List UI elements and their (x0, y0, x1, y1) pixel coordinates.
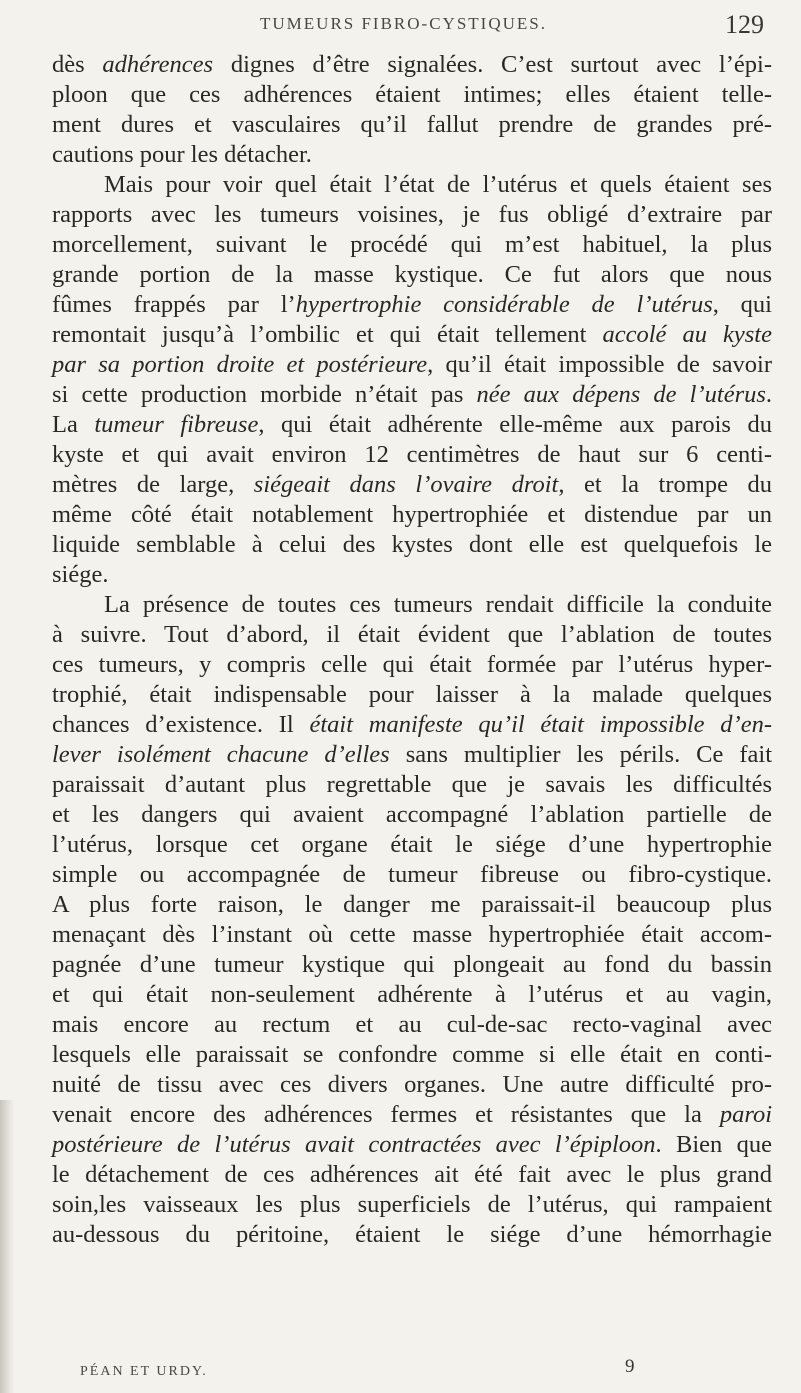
text-run: siége. (52, 561, 109, 588)
text-run: A plus forte raison, le danger me paraissait-il beaucoup plus (52, 891, 772, 918)
text-run: paraissait d’autant plus regrettable que je savais les difficultés (52, 771, 772, 798)
text-run: soin,les vaisseaux les plus superficiels de l’utérus, qui rampaient (52, 1191, 772, 1218)
text-line (52, 470, 772, 500)
text-run: dignes d’être signalées. C’est surtout avec l’épi- (213, 51, 772, 78)
text-run: , et la trompe du (558, 471, 773, 498)
text-run: cautions pour les détacher. (52, 141, 312, 168)
text-run: au-dessous du péritoine, étaient le siége d’une hémorrhagie (52, 1221, 772, 1248)
text-line (52, 50, 772, 80)
text-run: si cette production morbide n’était pas (52, 381, 477, 408)
text-run: kyste et qui avait environ 12 centimètres de haut sur 6 centi- (52, 441, 772, 468)
text-line (52, 860, 772, 890)
text-run: Mais pour voir quel était l’état de l’utérus et quels étaient ses (104, 171, 772, 198)
text-run: , qui (712, 291, 772, 318)
text-run: fûmes frappés par l’ (52, 291, 296, 318)
text-line (52, 890, 772, 920)
text-run: , qu’il était impossible de savoir (427, 351, 772, 378)
text-run: lesquels elle paraissait se confondre comme si elle était en conti- (52, 1041, 772, 1068)
text-line (52, 1100, 772, 1130)
text-run: , qui était adhérente elle-même aux parois du (258, 411, 772, 438)
italic-run: adhérences (102, 51, 214, 78)
text-line (52, 260, 772, 290)
text-line (52, 830, 772, 860)
text-line (52, 290, 772, 320)
text-line (52, 1130, 772, 1160)
text-run: chances d’existence. Il (52, 711, 310, 738)
body-text (52, 50, 772, 1250)
text-line (52, 1190, 772, 1220)
text-run: même côté était notablement hypertrophiée et distendue par un (52, 501, 772, 528)
page-footer (0, 1356, 801, 1386)
signature-number: 9 (625, 1356, 635, 1377)
italic-run: siégeait dans l’ovaire droit (253, 471, 559, 498)
text-run: sans multiplier les périls. Ce fait (389, 741, 773, 768)
text-run: liquide semblable à celui des kystes dont elle est quelquefois le (52, 531, 772, 558)
text-run: mètres de large, (52, 471, 254, 498)
text-line (52, 80, 772, 110)
italic-run: née aux dépens de l’utérus (476, 381, 766, 408)
text-line (52, 680, 772, 710)
text-line (52, 500, 772, 530)
text-line (52, 320, 772, 350)
text-line (52, 650, 772, 680)
binding-shadow (0, 1100, 14, 1393)
printer-signature: PÉAN ET URDY. (80, 1364, 208, 1379)
text-line (52, 800, 772, 830)
text-run: mais encore au rectum et au cul-de-sac recto-vaginal avec (52, 1011, 772, 1038)
text-run: morcellement, suivant le procédé qui m’est habituel, la plus (52, 231, 772, 258)
running-head (0, 10, 801, 40)
italic-run: était manifeste qu’il était impossible d’en- (309, 711, 772, 738)
italic-run: accolé au kyste (602, 321, 772, 348)
text-line (52, 740, 772, 770)
text-run: l’utérus, lorsque cet organe était le siége d’une hypertrophie (52, 831, 772, 858)
text-run: et les dangers qui avaient accompagné l’ablation partielle de (52, 801, 772, 828)
text-line (52, 980, 772, 1010)
italic-run: par sa portion droite et postérieure (52, 351, 428, 378)
text-line (52, 170, 772, 200)
text-run: venait encore des adhérences fermes et résistantes que la (52, 1101, 720, 1128)
italic-run: paroi (719, 1101, 772, 1128)
italic-run: postérieure de l’utérus avait contractées avec l’épiploon (52, 1131, 656, 1158)
text-run: grande portion de la masse kystique. Ce fut alors que nous (52, 261, 772, 288)
text-line (52, 1160, 772, 1190)
text-run: La (52, 411, 95, 438)
page-number: 129 (725, 10, 764, 39)
text-run: . Bien que (655, 1131, 772, 1158)
text-line (52, 110, 772, 140)
text-line (52, 1010, 772, 1040)
text-line (52, 770, 772, 800)
text-run: et qui était non-seulement adhérente à l’utérus et au vagin, (52, 981, 772, 1008)
text-run: ment dures et vasculaires qu’il fallut prendre de grandes pré- (52, 111, 772, 138)
text-run: pagnée d’une tumeur kystique qui plongeait au fond du bassin (52, 951, 772, 978)
text-line (52, 620, 772, 650)
text-run: . (765, 381, 773, 408)
text-line (52, 230, 772, 260)
text-line (52, 530, 772, 560)
italic-run: hypertrophie considérable de l’utérus (295, 291, 713, 318)
text-run: remontait jusqu’à l’ombilic et qui était tellement (52, 321, 603, 348)
text-line (52, 440, 772, 470)
text-run: ces tumeurs, y compris celle qui était formée par l’utérus hyper- (52, 651, 772, 678)
text-run: simple ou accompagnée de tumeur fibreuse ou fibro-cystique. (52, 861, 772, 888)
text-line (52, 200, 772, 230)
italic-run: lever isolément chacune d’elles (52, 741, 390, 768)
text-line (52, 1220, 772, 1250)
text-line (52, 1040, 772, 1070)
italic-run: tumeur fibreuse (94, 411, 259, 438)
text-run: menaçant dès l’instant où cette masse hypertrophiée était accom- (52, 921, 772, 948)
text-run: trophié, était indispensable pour laisser à la malade quelques (52, 681, 772, 708)
text-run: La présence de toutes ces tumeurs rendait difficile la conduite (104, 591, 772, 618)
text-line (52, 1070, 772, 1100)
text-run: à suivre. Tout d’abord, il était évident que l’ablation de toutes (52, 621, 772, 648)
text-run: nuité de tissu avec ces divers organes. Une autre difficulté pro- (52, 1071, 772, 1098)
text-line (52, 350, 772, 380)
text-line (52, 560, 772, 590)
running-title: TUMEURS FIBRO-CYSTIQUES. (260, 14, 547, 33)
text-line (52, 140, 772, 170)
text-line (52, 410, 772, 440)
text-run: rapports avec les tumeurs voisines, je fus obligé d’extraire par (52, 201, 772, 228)
text-run: le détachement de ces adhérences ait été fait avec le plus grand (52, 1161, 772, 1188)
text-run: dès (52, 51, 103, 78)
text-line (52, 920, 772, 950)
text-run: ploon que ces adhérences étaient intimes; elles étaient telle- (52, 81, 772, 108)
text-line (52, 950, 772, 980)
text-line (52, 710, 772, 740)
text-line (52, 380, 772, 410)
text-line (52, 590, 772, 620)
